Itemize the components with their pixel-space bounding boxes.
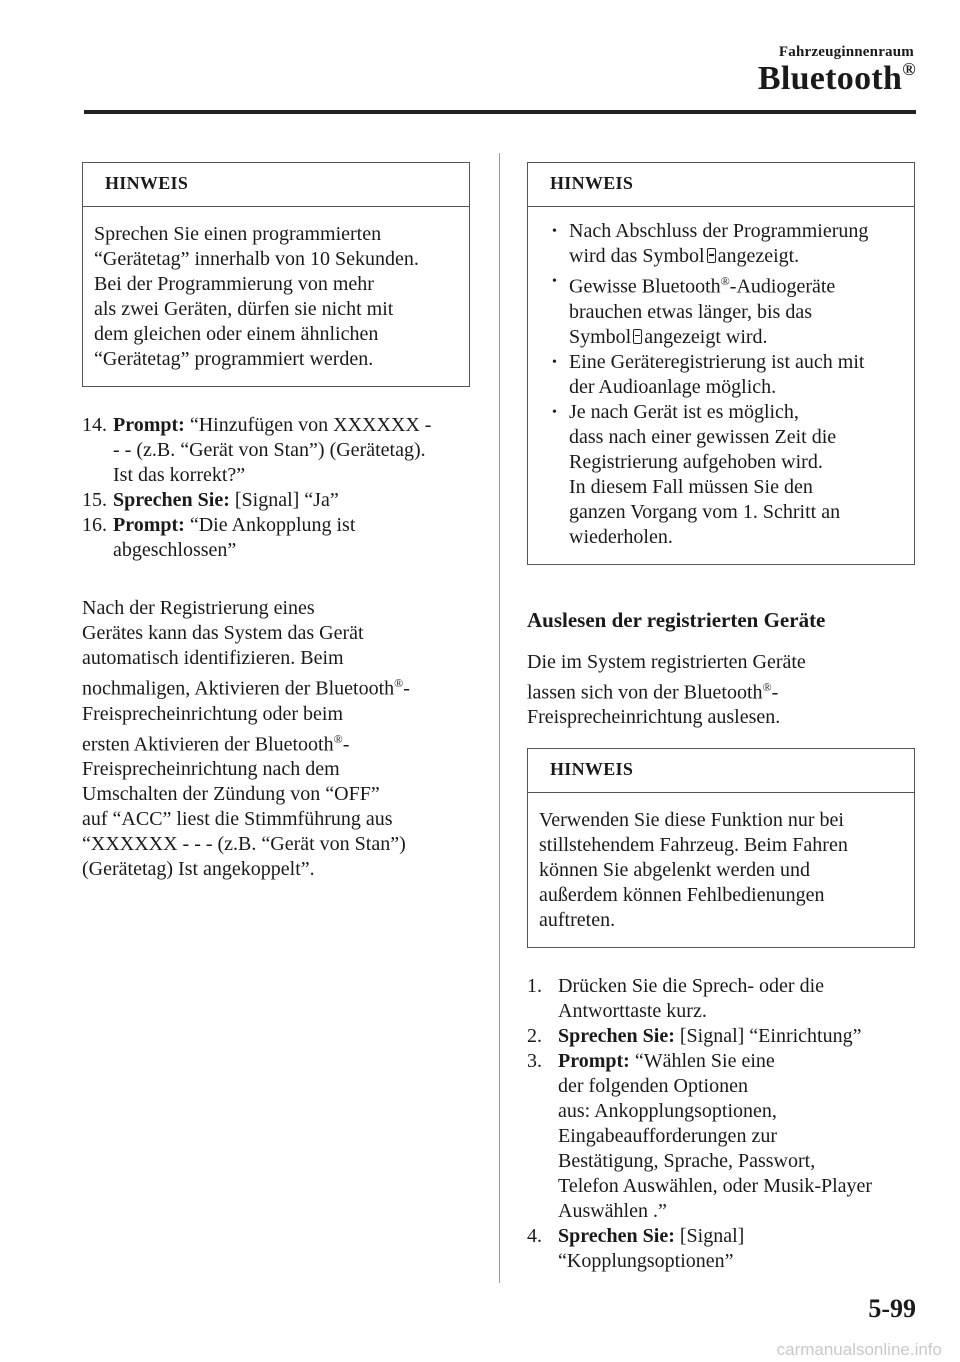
note-text: wird das Symbol (569, 245, 705, 267)
paragraph-text: ersten Aktivieren der Bluetooth (82, 733, 334, 756)
step-number: 15. (82, 489, 107, 511)
registered-mark: ® (394, 676, 404, 690)
step-label: Prompt: (558, 1050, 630, 1073)
step-number: 2. (527, 1025, 542, 1048)
registered-mark: ® (720, 274, 730, 288)
note-text: ganzen Vorgang vom 1. Schritt an (569, 500, 841, 523)
paragraph-line (527, 675, 915, 706)
note-box-right-bottom (527, 748, 915, 948)
note-bullet-item (539, 350, 902, 400)
note-title: HINWEIS (528, 163, 914, 207)
note-bullets (539, 219, 902, 550)
step-text: Telefon Auswählen, oder Musik-Player (558, 1175, 873, 1198)
chapter-title-text: Bluetooth (757, 60, 903, 97)
step-text: Ist das korrekt?” (113, 464, 246, 486)
bullet-icon: • (552, 404, 557, 420)
right-column (527, 162, 915, 1274)
paragraph-line: Die im System registrierten Geräte (527, 650, 806, 673)
step-number: 16. (82, 514, 107, 536)
paragraph-text: nochmaligen, Aktivieren der Bluetooth (82, 677, 395, 700)
page-number: 5-99 (868, 1294, 916, 1323)
paragraph-line: automatisch identifizieren. Beim (82, 647, 344, 669)
step-text: Eingabeaufforderungen zur (558, 1125, 777, 1148)
step-text: Antworttaste kurz. (558, 1000, 707, 1023)
intro-paragraph (527, 650, 915, 731)
note-bullet-item (539, 400, 902, 550)
paragraph-line: Freisprecheinrichtung oder beim (82, 702, 344, 725)
step-label: Sprechen Sie: (113, 489, 230, 511)
note-text: -Audiogeräte (729, 275, 836, 298)
step-item (82, 513, 470, 563)
note-line: außerdem können Fehlbedienungen (539, 884, 825, 907)
step-text: abgeschlossen” (113, 539, 237, 561)
paragraph-text: - (771, 681, 779, 704)
note-line: stillstehendem Fahrzeug. Beim Fahren (539, 834, 848, 857)
note-box-left (82, 162, 470, 387)
note-line: können Sie abgelenkt werden und (539, 859, 811, 882)
step-number: 3. (527, 1050, 542, 1073)
watermark: carmanualsonline.info (776, 1340, 942, 1359)
bullet-icon: • (552, 354, 557, 370)
body-paragraph (82, 596, 470, 882)
step-text: Drücken Sie die Sprech- oder die (558, 975, 825, 998)
paragraph-line (82, 671, 470, 702)
note-text: In diesem Fall müssen Sie den (569, 475, 813, 498)
step-label: Sprechen Sie: (558, 1025, 675, 1048)
note-text: Nach Abschluss der Programmierung (569, 220, 869, 242)
step-label: Prompt: (113, 514, 185, 536)
step-item (527, 974, 915, 1024)
step-item (527, 1049, 915, 1224)
chapter-title (758, 60, 916, 98)
step-text: “Die Ankopplung ist (189, 514, 356, 536)
note-line: als zwei Geräten, dürfen sie nicht mit (94, 298, 394, 320)
note-body (528, 207, 914, 564)
note-text: brauchen etwas länger, bis das (569, 300, 812, 323)
note-text-with-icon (569, 244, 902, 269)
note-box-right-top (527, 162, 915, 565)
note-title: HINWEIS (83, 163, 469, 207)
registered-mark: ® (762, 679, 772, 694)
note-body (528, 793, 914, 947)
note-line: auftreten. (539, 909, 616, 932)
paragraph-line: “XXXXXX - - - (z.B. “Gerät von Stan”) (82, 833, 406, 856)
note-line: “Gerätetag” innerhalb von 10 Sekunden. (94, 248, 419, 270)
step-text: - - (z.B. “Gerät von Stan”) (Gerätetag). (113, 439, 426, 461)
bullet-icon: • (552, 224, 557, 239)
note-text: Symbol (569, 325, 632, 348)
step-text: [Signal] “Ja” (234, 489, 339, 511)
step-item (527, 1224, 915, 1274)
note-title: HINWEIS (528, 749, 914, 793)
note-line: Bei der Programmierung von mehr (94, 273, 374, 295)
step-item (82, 413, 470, 488)
paragraph-line: Gerätes kann das System das Gerät (82, 622, 364, 644)
paragraph-text: lassen sich von der Bluetooth (527, 681, 763, 704)
step-label: Prompt: (113, 414, 185, 436)
section-heading: Auslesen der registrierten Geräte (527, 607, 826, 632)
step-text: Auswählen .” (558, 1200, 667, 1223)
paragraph-text: - (342, 733, 350, 756)
note-text: dass nach einer gewissen Zeit die (569, 425, 837, 448)
step-text: Bestätigung, Sprache, Passwort, (558, 1150, 816, 1173)
note-text: Je nach Gerät ist es möglich, (569, 400, 799, 423)
step-text: “Kopplungsoptionen” (558, 1250, 734, 1273)
bullet-icon: • (552, 274, 557, 289)
note-body (83, 207, 469, 386)
note-bullet-item (539, 269, 902, 350)
note-line: Sprechen Sie einen programmierten (94, 223, 382, 245)
step-item (527, 1024, 915, 1049)
note-text-with-mark (569, 269, 902, 300)
paragraph-text: - (403, 677, 410, 700)
paragraph-line: (Gerätetag) Ist angekoppelt”. (82, 858, 315, 881)
step-text: der folgenden Optionen (558, 1075, 748, 1098)
paragraph-line: Freisprecheinrichtung auslesen. (527, 706, 781, 729)
step-number: 14. (82, 414, 107, 436)
paragraph-line: auf “ACC” liest die Stimmführung aus (82, 808, 393, 831)
step-text: “Hinzufügen von XXXXXX - (189, 414, 432, 436)
step-text: [Signal] “Einrichtung” (679, 1025, 862, 1048)
paragraph-line (82, 727, 470, 758)
paragraph-line: Freisprecheinrichtung nach dem (82, 758, 340, 781)
note-text: der Audioanlage möglich. (569, 375, 777, 398)
note-text: Gewisse Bluetooth (569, 275, 721, 298)
note-text: Registrierung aufgehoben wird. (569, 450, 823, 473)
left-column (82, 162, 470, 882)
step-list-right (527, 974, 915, 1274)
paragraph-line: Nach der Registrierung eines (82, 597, 315, 619)
note-text-with-icon (569, 325, 902, 350)
bluetooth-status-icon (633, 329, 642, 344)
registered-mark: ® (333, 731, 343, 746)
step-text: aus: Ankopplungsoptionen, (558, 1100, 777, 1123)
note-text: Eine Geräteregistrierung ist auch mit (569, 350, 865, 373)
step-number: 1. (527, 975, 542, 998)
note-line: Verwenden Sie diese Funktion nur bei (539, 809, 844, 832)
step-text: [Signal] (679, 1225, 745, 1248)
note-bullet-item (539, 219, 902, 269)
paragraph-line: Umschalten der Zündung von “OFF” (82, 783, 380, 806)
step-list-left (82, 413, 470, 563)
note-text: angezeigt wird. (644, 325, 768, 348)
note-line: dem gleichen oder einem ähnlichen (94, 323, 379, 345)
note-line: “Gerätetag” programmiert werden. (94, 348, 374, 370)
bluetooth-status-icon (707, 248, 716, 263)
step-number: 4. (527, 1225, 542, 1248)
header-rule (84, 110, 916, 114)
section-label: Fahrzeuginnenraum (778, 44, 914, 60)
step-text: “Wählen Sie eine (634, 1050, 775, 1073)
note-text: angezeigt. (717, 245, 800, 267)
step-label: Sprechen Sie: (558, 1225, 675, 1248)
column-divider (499, 153, 500, 1283)
note-text: wiederholen. (569, 525, 673, 548)
step-item (82, 488, 470, 513)
registered-mark: ® (902, 58, 916, 79)
